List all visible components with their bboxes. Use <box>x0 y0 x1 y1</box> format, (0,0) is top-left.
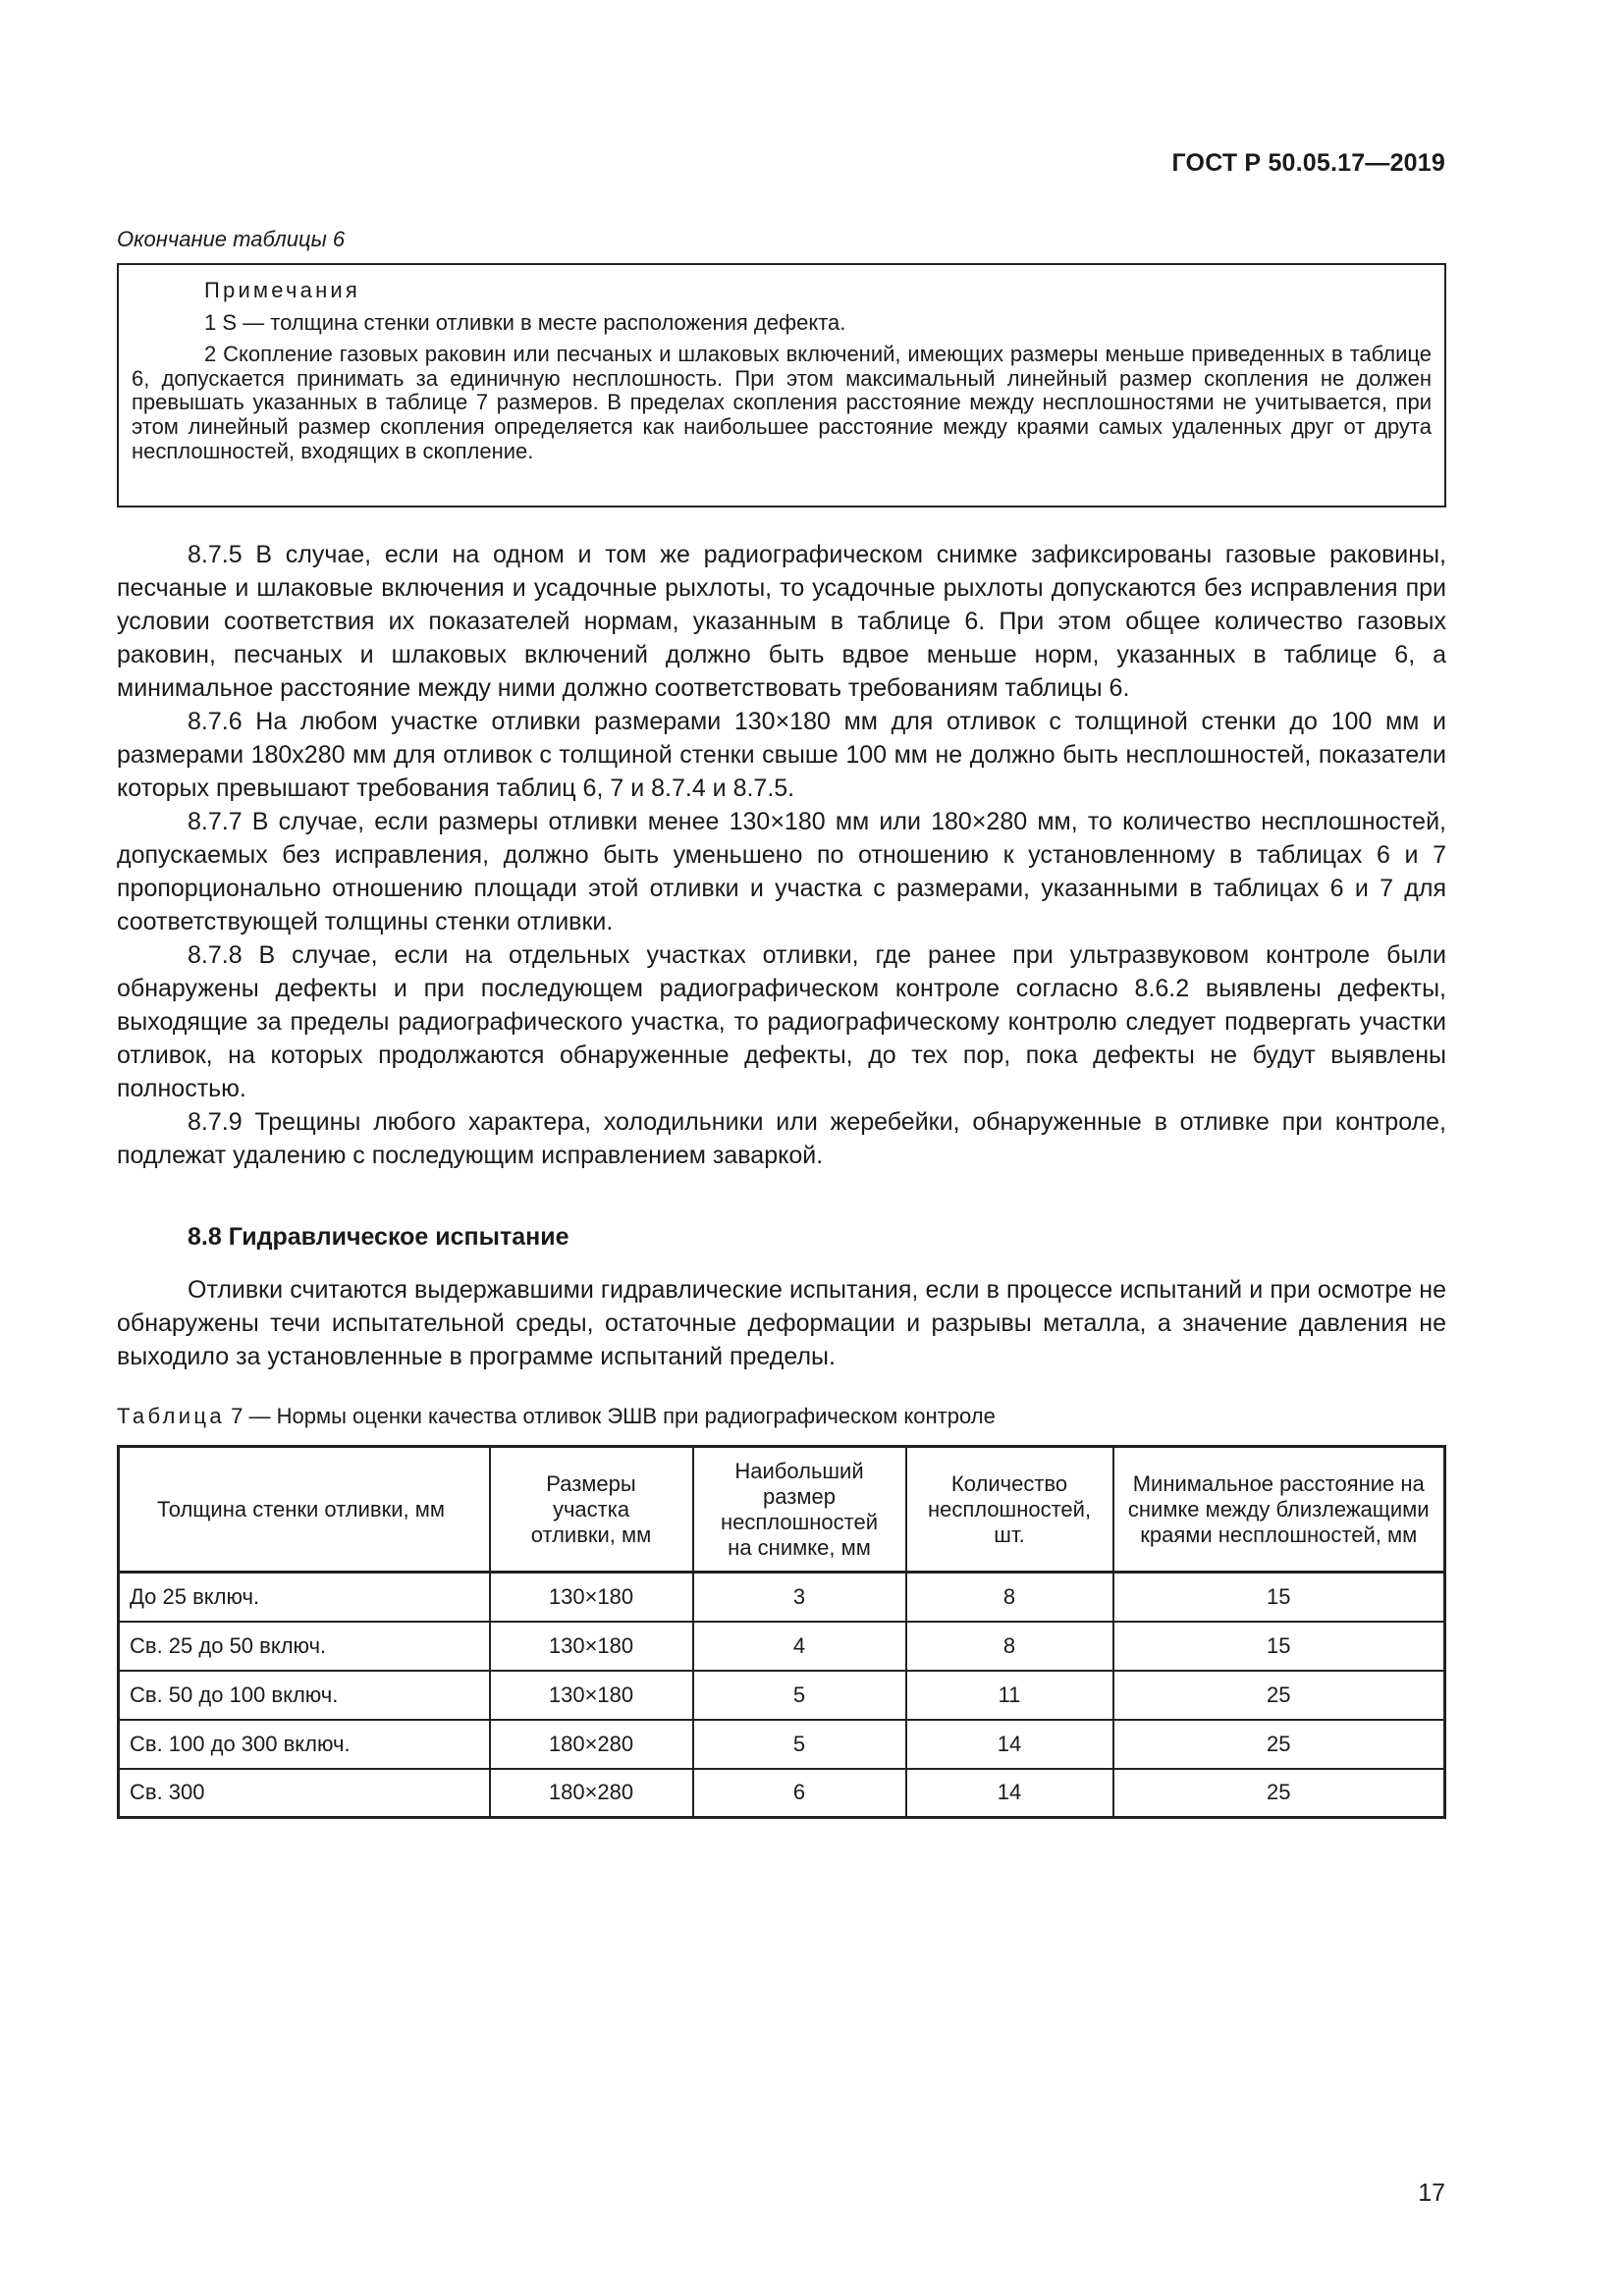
table-row <box>119 1769 1445 1818</box>
header-max-size-text: Наибольший размер несплошностей на снимке, мм <box>720 1458 878 1560</box>
cell-max-size: 5 <box>693 1720 906 1769</box>
header-count <box>906 1447 1113 1573</box>
table-row <box>119 1671 1445 1720</box>
cell-area: 130×180 <box>490 1573 693 1622</box>
cell-min-distance: 15 <box>1113 1573 1445 1622</box>
cell-thickness: Св. 25 до 50 включ. <box>119 1622 490 1671</box>
body-text <box>117 538 1446 1172</box>
cell-area: 180×280 <box>490 1720 693 1769</box>
notes-box <box>117 263 1446 507</box>
cell-count: 14 <box>906 1769 1113 1818</box>
section-heading: 8.8 Гидравлическое испытание <box>188 1223 569 1251</box>
paragraph-8-7-5: 8.7.5 В случае, если на одном и том же радиографическом снимке зафиксированы газовые раковины, песчаные и шлаковые включения и усадочные рыхлоты, то усадочные рыхлоты допускаются без исправления при условии соответствия их показателей нормам, указанным в таблице 6. При этом общее количество газовых раковин, песчаных и шлаковых включений должно быть вдвое меньше норм, указанных в таблице 6, а минимальное расстояние между ними должно соответствовать требованиям таблицы 6. <box>117 541 1446 702</box>
cell-max-size: 3 <box>693 1573 906 1622</box>
table-7 <box>117 1445 1446 1819</box>
header-wall-thickness: Толщина стенки отливки, мм <box>119 1447 490 1573</box>
cell-max-size: 4 <box>693 1622 906 1671</box>
table-caption-text: 7 — Нормы оценки качества отливок ЭШВ при радиографическом контроле <box>225 1404 996 1428</box>
header-area-size-text: Размеры участка отливки, мм <box>530 1470 652 1547</box>
cell-count: 11 <box>906 1671 1113 1720</box>
note-2: 2 Скопление газовых раковин или песчаных и шлаковых включений, имеющих размеры меньше приведенных в таблице 6, допускается принимать за единичную несплошность. При этом максимальный линейный размер скопления не должен превышать указанных в таблице 7 размеров. В пределах скопления расстояние между несплошностями не учитывается, при этом линейный размер скопления определяется как наибольшее расстояние между краями самых удаленных друг от друта несплошностей, входящих в скопление. <box>132 342 1432 463</box>
cell-count: 8 <box>906 1622 1113 1671</box>
table-header-row <box>119 1447 1445 1573</box>
table-continuation-label: Окончание таблицы 6 <box>117 227 346 251</box>
cell-thickness: Св. 50 до 100 включ. <box>119 1671 490 1720</box>
cell-thickness: До 25 включ. <box>119 1573 490 1622</box>
header-min-distance-text: Минимальное расстояние на снимке между близлежащими краями несплошностей, мм <box>1127 1470 1430 1547</box>
table-caption <box>117 1404 996 1429</box>
cell-min-distance: 25 <box>1113 1720 1445 1769</box>
header-min-distance <box>1113 1447 1445 1573</box>
paragraph-8-7-9: 8.7.9 Трещины любого характера, холодильники или жеребейки, обнаруженные в отливке при контроле, подлежат удалению с последующим исправлением заваркой. <box>117 1108 1446 1169</box>
header-area-size <box>490 1447 693 1573</box>
cell-area: 130×180 <box>490 1671 693 1720</box>
paragraph-8-7-6: 8.7.6 На любом участке отливки размерами 130×180 мм для отливок с толщиной стенки до 100 мм и размерами 180х280 мм для отливок с толщиной стенки свыше 100 мм не должно быть несплошностей, показатели которых превышают требования таблиц 6, 7 и 8.7.4 и 8.7.5. <box>117 708 1446 802</box>
page-number: 17 <box>1418 2179 1445 2207</box>
cell-max-size: 6 <box>693 1769 906 1818</box>
section-paragraph: Отливки считаются выдержавшими гидравлические испытания, если в процессе испытаний и при осмотре не обнаружены течи испытательной среды, остаточные деформации и разрывы металла, а значение давления не выходило за установленные в программе испытаний пределы. <box>117 1276 1446 1370</box>
cell-area: 180×280 <box>490 1769 693 1818</box>
cell-min-distance: 25 <box>1113 1769 1445 1818</box>
cell-thickness: Св. 100 до 300 включ. <box>119 1720 490 1769</box>
note-1: 1 S — толщина стенки отливки в месте расположения дефекта. <box>204 309 846 335</box>
table-row <box>119 1622 1445 1671</box>
cell-max-size: 5 <box>693 1671 906 1720</box>
header-max-size <box>693 1447 906 1573</box>
cell-count: 8 <box>906 1573 1113 1622</box>
table-row <box>119 1720 1445 1769</box>
table-row <box>119 1573 1445 1622</box>
cell-thickness: Св. 300 <box>119 1769 490 1818</box>
cell-area: 130×180 <box>490 1622 693 1671</box>
cell-min-distance: 15 <box>1113 1622 1445 1671</box>
header-count-text: Количество несплошностей, шт. <box>927 1470 1092 1547</box>
paragraph-8-7-8: 8.7.8 В случае, если на отдельных участках отливки, где ранее при ультразвуковом контроле были обнаружены дефекты и при последующем радиографическом контроле согласно 8.6.2 выявлены дефекты, выходящие за пределы радиографического участка, то радиографическому контролю следует подвергать участки отливок, на которых продолжаются обнаруженные дефекты, до тех пор, пока дефекты не будут выявлены полностью. <box>117 941 1446 1102</box>
document-code: ГОСТ Р 50.05.17—2019 <box>1171 149 1445 177</box>
table-caption-label: Таблица <box>117 1404 226 1428</box>
cell-min-distance: 25 <box>1113 1671 1445 1720</box>
cell-count: 14 <box>906 1720 1113 1769</box>
paragraph-8-7-7: 8.7.7 В случае, если размеры отливки менее 130×180 мм или 180×280 мм, то количество несплошностей, допускаемых без исправления, должно быть уменьшено по отношению к установленному в таблицах 6 и 7 пропорционально отношению площади этой отливки и участка с размерами, указанными в таблицах 6 и 7 для соответствующей толщины стенки отливки. <box>117 808 1446 935</box>
notes-title: Примечания <box>204 278 361 302</box>
